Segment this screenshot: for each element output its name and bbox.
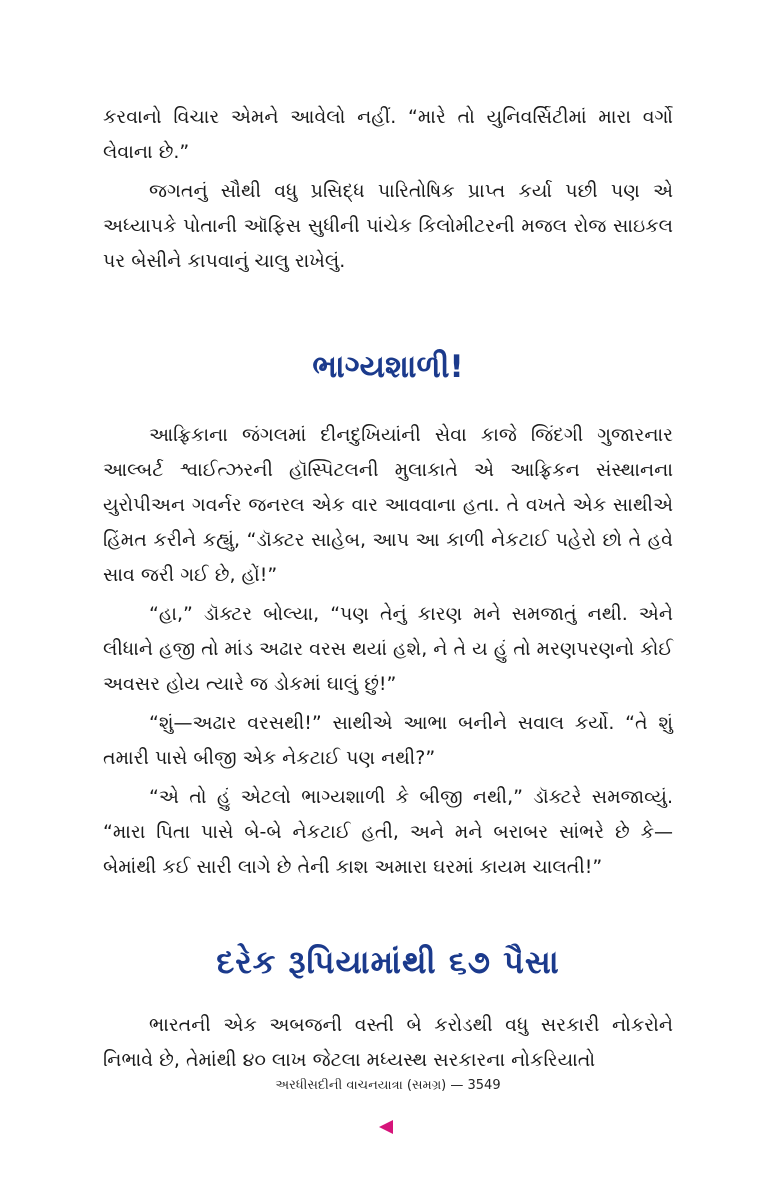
page-content bbox=[103, 100, 673, 1078]
paragraph-5: “શું—અઢાર વરસથી!” સાથીએ આભા બનીને સવાલ કર્યો. “તે શું તમારી પાસે બીજી એક નેકટાઈ પણ નથી?” bbox=[103, 712, 673, 769]
paragraph-2: જગતનું સૌથી વધુ પ્રસિદ્ધ પારિતોષિક પ્રાપ્ત કર્યા પછી પણ એ અધ્યાપકે પોતાની ઑફિસ સુધીની પાંચેક કિલોમીટરની મજલ રોજ સાઇકલ પર બેસીને કાપવાનું ચાલુ રાખેલું. bbox=[103, 180, 673, 272]
section-title-67-paisa: દરેક રૂપિયામાંથી ૬૭ પૈસા bbox=[216, 943, 560, 981]
page-footer: અરધીસદીની વાચનયાત્રા (સમગ્ર) — 3549 bbox=[275, 1078, 501, 1093]
paragraph-6: “એ તો હું એટલો ભાગ્યશાળી કે બીજી નથી,” ડૉક્ટરે સમજાવ્યું. “મારા પિતા પાસે બે-બે નેકટાઈ હતી, અને મને બરાબર સાંભરે છે કે—બેમાંથી કઈ સારી લાગે છે તેની કાશ અમારા ઘરમાં કાયમ ચાલતી!” bbox=[103, 786, 673, 878]
paragraph-4: “હા,” ડૉક્ટર બોલ્યા, “પણ તેનું કારણ મને સમજાતું નથી. એને લીધાને હજી તો માંડ અઢાર વરસ થયાં હશે, ને તે ય હું તો મરણપરણનો કોઈ અવસર હોય ત્યારે જ ડોકમાં ઘાલું છું!” bbox=[103, 603, 673, 695]
paragraph-7: ભારતની એક અબજની વસ્તી બે કરોડથી વધુ સરકારી નોકરોને નિભાવે છે, તેમાંથી ૪૦ લાખ જેટલા મધ્યસ્થ સરકારના નોકરિયાતો bbox=[103, 1014, 673, 1071]
paragraph-3: આફ્રિકાના જંગલમાં દીનદુખિયાંની સેવા કાજે જિંદગી ગુજારનાર આલ્બર્ટ શ્વાઈત્ઝરની હૉસ્પિટલની મુલાકાતે એ આફ્રિકન સંસ્થાનના યુરોપીઅન ગવર્નર જનરલ એક વાર આવવાના હતા. તે વખતે એક સાથીએ હિંમત કરીને કહ્યું, “ડૉક્ટર સાહેબ, આપ આ કાળી નેકટાઈ પહેરો છો તે હવે સાવ જરી ગઈ છે, હોં!” bbox=[103, 424, 673, 586]
prev-page-arrow-icon[interactable] bbox=[379, 1120, 393, 1134]
section-title-bhagyashali: ભાગ્યશાળી! bbox=[312, 349, 464, 385]
paragraph-1: કરવાનો વિચાર એમને આવેલો નહીં. “મારે તો યુનિવર્સિટીમાં મારા વર્ગો લેવાના છે.” bbox=[103, 106, 673, 163]
